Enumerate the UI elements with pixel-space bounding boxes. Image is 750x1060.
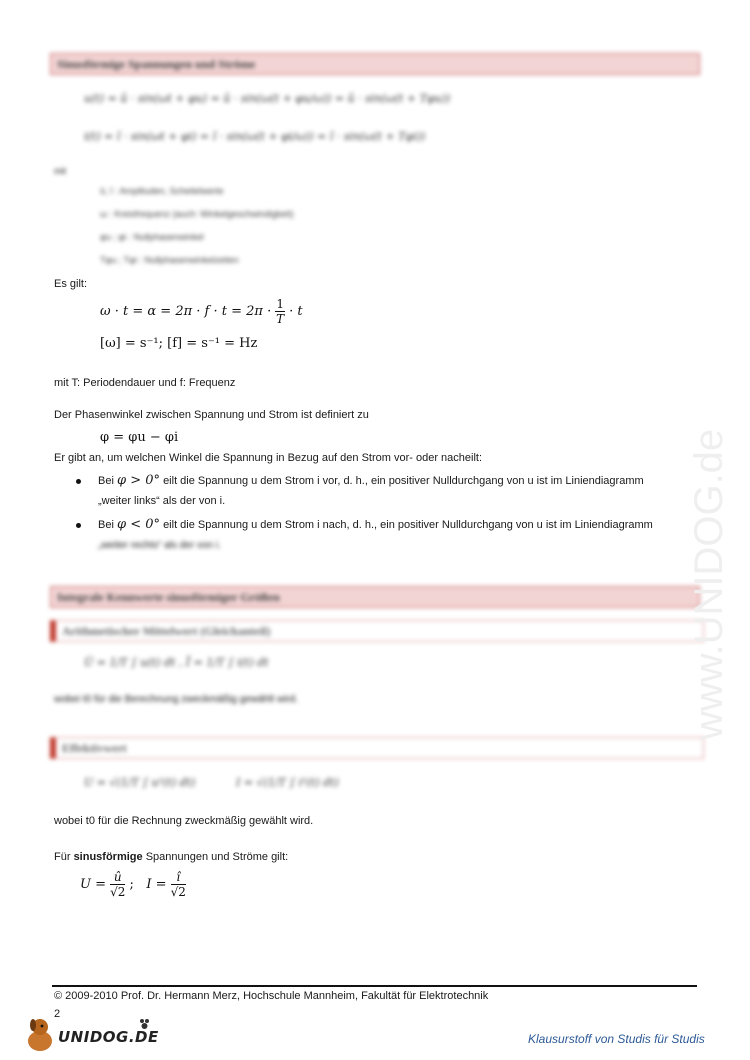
subsection-mittelwert	[50, 620, 704, 642]
voltage-formula: u(t) = û · sin(ωt + φu) = û · sin(ω(t + φu/ω)) = û · sin(ω(t + Tφu))	[84, 92, 451, 105]
paw-toe	[140, 1019, 144, 1023]
omega-rhs: · t	[289, 304, 303, 319]
u-numerator: û	[110, 870, 125, 885]
bullet1-line2: „weiter links“ als der von i.	[98, 495, 226, 507]
section-header-sinusfoermig	[50, 53, 700, 75]
periodendauer-text: mit T: Periodendauer und f: Frequenz	[54, 377, 236, 389]
watermark-text: www.UNIDOG.de	[687, 428, 731, 740]
bullet-text: eilt die Spannung u dem Strom i nach, d. h., ein positiver Nulldurchgang von u ist im Liniendiagramm	[163, 519, 653, 531]
fuer-prefix: Für	[54, 851, 74, 863]
dog-eye	[41, 1025, 44, 1028]
mit-label: mit	[54, 166, 66, 176]
mean-formula: Ū = 1/T ∫ u(t) dt , Ī = 1/T ∫ i(t) dt	[84, 656, 269, 669]
subsection-title: Arithmetischer Mittelwert (Gleichanteil)	[62, 624, 271, 638]
footer-copyright: © 2009-2010 Prof. Dr. Hermann Merz, Hochschule Mannheim, Fakultät für Elektrotechnik	[54, 990, 489, 1002]
bei-label: Bei	[98, 519, 114, 531]
fuer-suffix: Spannungen und Ströme gilt:	[142, 851, 289, 863]
bei-label: Bei	[98, 475, 114, 487]
i-lhs: I =	[146, 877, 167, 892]
bullet-icon	[76, 479, 81, 484]
rms-equations	[80, 870, 186, 899]
frac-numerator: 1	[276, 297, 284, 311]
phi-definition: φ = φu − φi	[100, 430, 179, 445]
section-title: Integrale Kennwerte sinusförmiger Größen	[57, 590, 280, 604]
bullet-icon	[76, 523, 81, 528]
bullet2-line2: „weiter rechts“ als der von i.	[98, 540, 221, 551]
watermark	[630, 260, 750, 760]
es-gilt-label: Es gilt:	[54, 278, 88, 290]
definition-nullphasenzeiten: Tφu ; Tφi : Nullphasenwinkelzeiten	[100, 255, 239, 265]
current-formula: i(t) = î · sin(ωt + φi) = î · sin(ω(t + φi/ω)) = î · sin(ω(t + Tφi))	[84, 130, 426, 143]
mean-note: wobei t0 für die Berechnung zweckmäßig gewählt wird.	[54, 694, 299, 705]
u-lhs: U =	[80, 877, 106, 892]
phi-greater-zero: φ > 0°	[116, 473, 160, 488]
phi-less-zero: φ < 0°	[116, 517, 160, 532]
paw-toe	[145, 1019, 149, 1023]
omega-lhs: ω · t = α = 2π · f · t = 2π ·	[100, 304, 272, 319]
bullet-phi-negative	[98, 517, 653, 532]
units-equation: [ω] = s⁻¹; [f] = s⁻¹ = Hz	[100, 336, 258, 351]
effective-formula-i: I = √(1/T ∫ i²(t) dt)	[236, 776, 339, 789]
footer-divider	[52, 985, 697, 987]
section-title: Sinusförmige Spannungen und Ströme	[57, 57, 256, 71]
sinusfoermig-bold: sinusförmige	[73, 851, 143, 863]
sinusfoermig-intro	[54, 851, 288, 863]
definition-amplitude: û, î : Amplituden, Scheitelwerte	[100, 186, 224, 196]
effective-formula-u: U = √(1/T ∫ u²(t) dt)	[84, 776, 196, 789]
definitions-list	[100, 180, 294, 272]
bullet-phi-positive	[98, 473, 644, 488]
dog-ear	[30, 1019, 36, 1031]
fraction-1-over-T	[275, 297, 285, 326]
i-denominator: √2	[170, 885, 186, 899]
frac-denominator: T	[276, 312, 285, 326]
gibt-an-text: Er gibt an, um welchen Winkel die Spannung in Bezug auf den Strom vor- oder nacheilt:	[54, 452, 483, 464]
definition-nullphasenwinkel: φu ; φi : Nullphasenwinkel	[100, 232, 204, 242]
logo-text: UNIDOG.DE	[58, 1028, 159, 1046]
u-fraction	[110, 870, 125, 899]
phasenwinkel-intro: Der Phasenwinkel zwischen Spannung und Strom ist definiert zu	[54, 409, 369, 421]
i-numerator: î	[171, 870, 186, 885]
subsection-title: Effektivwert	[62, 741, 127, 755]
separator: ;	[129, 877, 134, 892]
subsection-effektivwert	[50, 737, 704, 759]
footer-slogan: Klausurstoff von Studis für Studis	[528, 1032, 705, 1046]
definition-kreisfrequenz: ω : Kreisfrequenz (auch: Winkelgeschwindigkeit)	[100, 209, 294, 219]
section-header-integrale	[50, 586, 700, 608]
u-denominator: √2	[110, 885, 126, 899]
wobei-text: wobei t0 für die Rechnung zweckmäßig gewählt wird.	[54, 815, 314, 827]
bullet-text: eilt die Spannung u dem Strom i vor, d. h., ein positiver Nulldurchgang von u ist im Liniendiagramm	[163, 475, 644, 487]
omega-equation	[100, 297, 303, 326]
i-fraction	[171, 870, 186, 899]
page-number: 2	[54, 1008, 61, 1020]
